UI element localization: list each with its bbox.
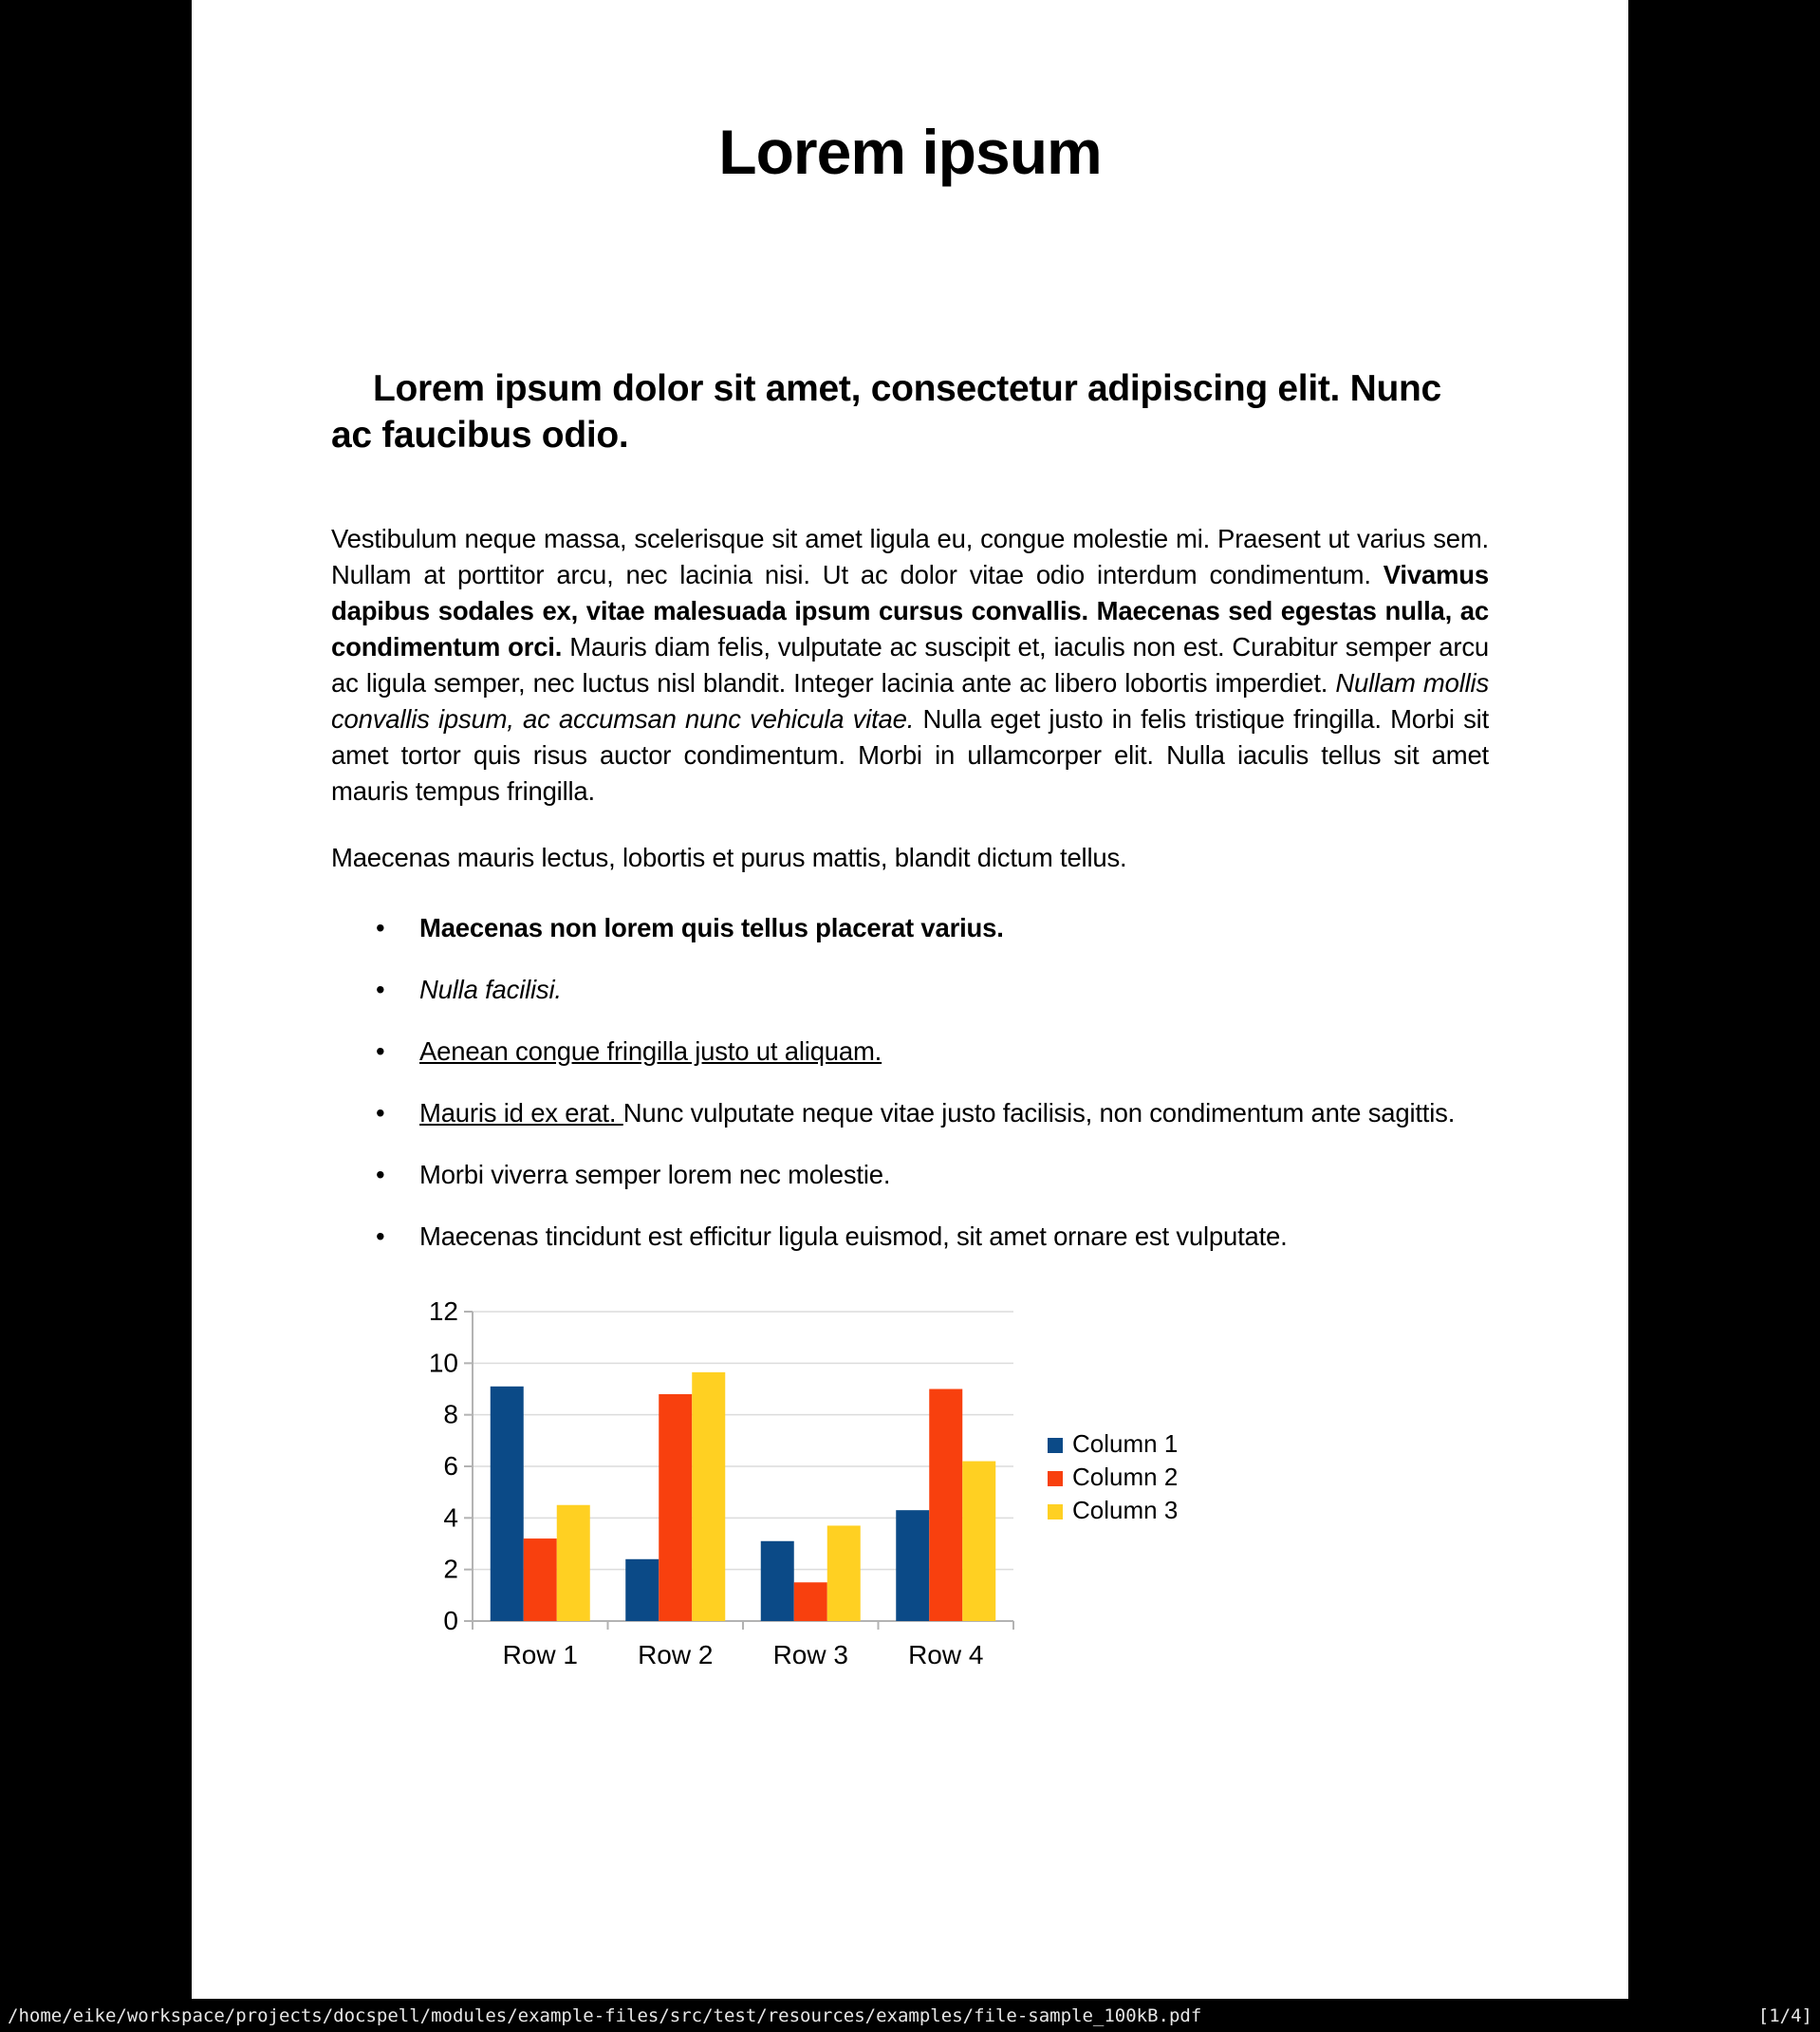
document-title: Lorem ipsum <box>718 117 1102 187</box>
bullet-marker: • <box>376 1098 385 1128</box>
status-file-path: /home/eike/workspace/projects/docspell/modules/example-files/src/test/resources/examples/file-sample_100kB.pdf <box>8 2004 1202 2026</box>
paragraph-1 <box>331 521 1489 810</box>
status-page-indicator: [1/4] <box>1757 2004 1812 2026</box>
bar-column-3-row-1 <box>557 1505 590 1621</box>
list-item <box>331 972 1489 1008</box>
legend-swatch <box>1048 1438 1063 1453</box>
document-viewport[interactable] <box>192 0 1628 1999</box>
y-tick-label: 4 <box>443 1502 458 1533</box>
bullet-marker: • <box>376 1160 385 1190</box>
legend-swatch <box>1048 1471 1063 1486</box>
legend-label: Column 3 <box>1072 1496 1179 1525</box>
text-run-underline: Mauris id ex erat. <box>419 1098 623 1128</box>
bar-column-1-row-1 <box>491 1387 524 1621</box>
status-bar <box>0 1999 1820 2032</box>
legend-label: Column 2 <box>1072 1463 1179 1492</box>
list-item <box>331 1095 1489 1131</box>
y-tick-label: 6 <box>443 1451 458 1482</box>
list-item <box>331 1219 1489 1255</box>
bar-chart <box>416 1280 1489 1698</box>
text-run-normal: Morbi viverra semper lorem nec molestie. <box>419 1160 891 1190</box>
bar-column-1-row-4 <box>896 1510 929 1621</box>
text-run-bold: Vivamus dapibus sodales ex, vitae malesuada ipsum cursus convallis. Maecenas sed egestas nulla, ac condimentum orci. <box>331 560 1489 662</box>
list-item <box>331 910 1489 946</box>
bar-column-3-row-3 <box>827 1526 861 1622</box>
list-item <box>331 1157 1489 1193</box>
x-category-label: Row 2 <box>638 1640 714 1670</box>
text-run-underline: Aenean congue fringilla justo ut aliquam. <box>419 1036 882 1067</box>
bar-column-3-row-2 <box>692 1372 725 1621</box>
text-run-italic: Nulla facilisi. <box>419 975 562 1005</box>
legend-label: Column 1 <box>1072 1429 1179 1459</box>
x-category-label: Row 4 <box>908 1640 984 1670</box>
text-run-normal: Nunc vulputate neque vitae justo facilisis, non condimentum ante sagittis. <box>622 1098 1456 1128</box>
bar-column-1-row-2 <box>625 1559 659 1621</box>
bullet-list <box>331 910 1489 1255</box>
bullet-marker: • <box>376 913 385 943</box>
paragraph-2: Maecenas mauris lectus, lobortis et purus mattis, blandit dictum tellus. <box>331 843 1127 873</box>
bar-column-2-row-2 <box>659 1394 692 1621</box>
text-run-normal: Maecenas tincidunt est efficitur ligula euismod, sit amet ornare est vulputate. <box>419 1221 1288 1252</box>
bar-chart-svg <box>416 1280 1194 1698</box>
y-tick-label: 10 <box>428 1348 458 1378</box>
y-tick-label: 0 <box>443 1606 458 1636</box>
bar-column-3-row-4 <box>962 1462 995 1621</box>
bar-column-2-row-3 <box>794 1583 827 1622</box>
text-run-normal: Vestibulum neque massa, scelerisque sit amet ligula eu, congue molestie mi. Praesent ut varius sem. Nullam at porttitor arcu, nec lacinia nisi. Ut ac dolor vitae odio interdum condimentum. <box>331 524 1489 590</box>
legend-swatch <box>1048 1504 1063 1519</box>
y-tick-label: 12 <box>428 1296 458 1327</box>
bullet-marker: • <box>376 1036 385 1067</box>
x-category-label: Row 1 <box>502 1640 578 1670</box>
text-run-normal: Mauris diam felis, vulputate ac suscipit et, iaculis non est. Curabitur semper arcu ac ligula semper, nec luctus nisl blandit. Integer lacinia ante ac libero lobortis imperdiet. <box>331 632 1489 699</box>
bar-column-2-row-1 <box>524 1538 557 1621</box>
bullet-marker: • <box>376 1221 385 1252</box>
bullet-marker: • <box>376 975 385 1005</box>
y-tick-label: 8 <box>443 1399 458 1429</box>
document-heading: Lorem ipsum dolor sit amet, consectetur adipiscing elit. Nunc ac faucibus odio. <box>331 368 1441 457</box>
bar-column-2-row-4 <box>929 1389 962 1622</box>
bar-column-1-row-3 <box>761 1541 794 1621</box>
text-run-bold: Maecenas non lorem quis tellus placerat varius. <box>419 913 1004 943</box>
text-run-normal: Nulla eget justo in felis tristique fringilla. Morbi sit amet tortor quis risus auctor condimentum. Morbi in ullamcorper elit. Nulla iaculis tellus sit amet mauris tempus fringilla. <box>331 704 1490 807</box>
y-tick-label: 2 <box>443 1554 458 1584</box>
text-run-italic: Nullam mollis convallis ipsum, ac accumsan nunc vehicula vitae. <box>331 668 1490 735</box>
list-item <box>331 1034 1489 1070</box>
x-category-label: Row 3 <box>772 1640 848 1670</box>
